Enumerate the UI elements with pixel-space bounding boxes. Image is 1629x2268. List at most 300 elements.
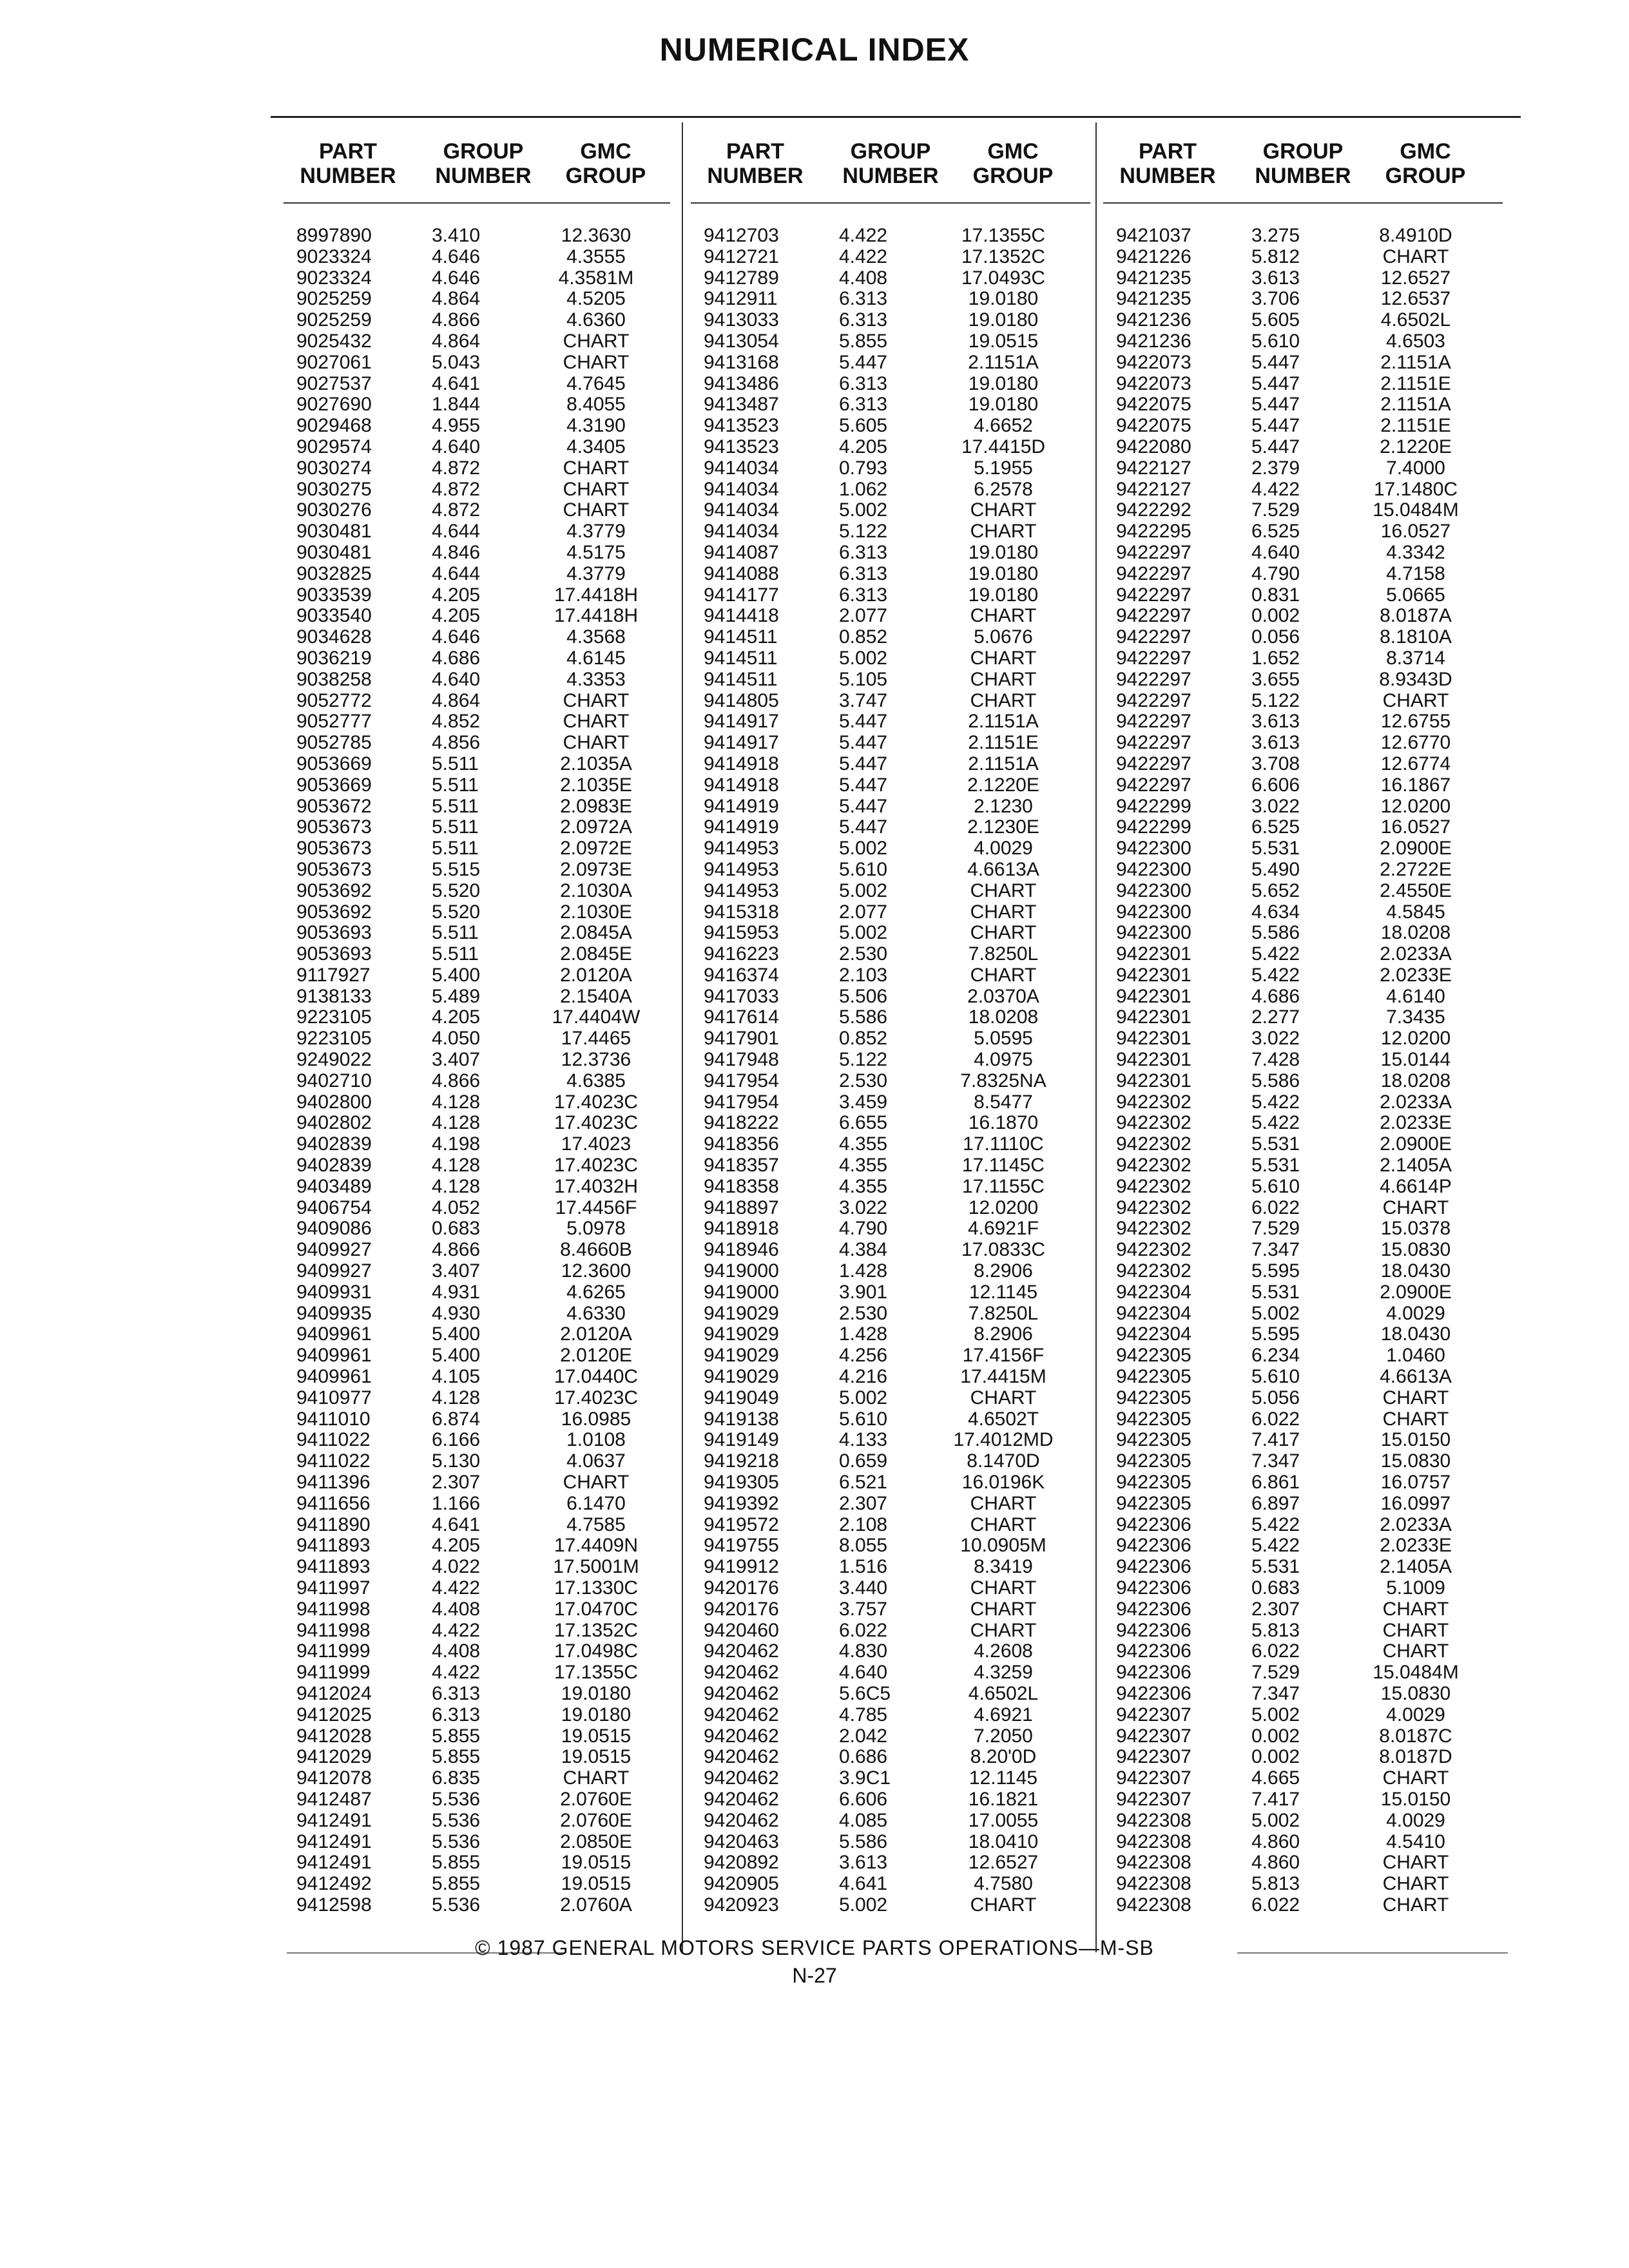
group-number-cell: 6.022	[1251, 1196, 1300, 1218]
gmc-group-cell: CHART	[563, 732, 630, 754]
gmc-group-cell: 4.6140	[1386, 985, 1445, 1007]
part-number-cell: 9412487	[296, 1788, 372, 1810]
group-number-cell: 0.852	[839, 1028, 888, 1050]
part-number-cell: 9053693	[296, 922, 372, 944]
table-row	[284, 1852, 670, 1874]
gmc-group-cell: 17.4415D	[961, 436, 1046, 457]
table-row	[691, 1641, 1090, 1662]
group-number-cell: 5.447	[839, 774, 888, 796]
group-number-cell: 6.606	[1251, 774, 1300, 796]
group-number-cell: 4.256	[839, 1345, 888, 1367]
table-row	[691, 1451, 1090, 1472]
table-row	[284, 1430, 670, 1451]
part-number-cell: 9414034	[704, 478, 779, 500]
gmc-group-cell: 19.0180	[561, 1704, 631, 1725]
table-row	[1103, 817, 1503, 838]
gmc-group-cell: 17.4415M	[960, 1366, 1046, 1388]
table-row	[1103, 1388, 1503, 1409]
gmc-group-cell: 2.0972E	[560, 838, 632, 860]
part-number-cell: 9422300	[1116, 922, 1191, 944]
table-row	[284, 331, 670, 352]
table-row	[1103, 1218, 1503, 1240]
group-number-cell: 4.133	[839, 1429, 888, 1451]
group-number-cell: 5.515	[432, 858, 481, 880]
part-number-cell: 9420923	[704, 1894, 779, 1916]
part-number-cell: 9422304	[1116, 1323, 1191, 1345]
gmc-group-cell: 17.1352C	[961, 245, 1046, 267]
part-number-cell: 9422306	[1116, 1514, 1191, 1535]
part-number-cell: 9422301	[1116, 1049, 1191, 1071]
gmc-group-cell: 1.0460	[1386, 1345, 1445, 1367]
gmc-group-cell: 17.4023	[561, 1133, 631, 1155]
table-row	[284, 1303, 670, 1325]
part-number-cell: 9413033	[704, 309, 779, 331]
table-row	[284, 1324, 670, 1345]
group-number-cell: 5.422	[1251, 1112, 1300, 1134]
page-title: NUMERICAL INDEX	[659, 32, 970, 68]
gmc-group-cell: 4.6145	[566, 647, 626, 669]
table-row	[691, 479, 1090, 501]
table-row	[691, 585, 1090, 606]
group-number-cell: 1.652	[1251, 647, 1300, 669]
gmc-group-cell: 15.0150	[1380, 1429, 1451, 1451]
gmc-group-cell: 4.0029	[974, 838, 1033, 860]
part-number-cell: 9418222	[704, 1112, 779, 1134]
table-row	[691, 986, 1090, 1008]
table-row	[1103, 1705, 1503, 1726]
part-number-cell: 9422299	[1116, 795, 1191, 817]
gmc-group-cell: 19.0180	[968, 288, 1039, 310]
part-number-cell: 9419000	[704, 1260, 779, 1282]
gmc-group-cell: 4.3190	[566, 415, 626, 437]
gmc-group-cell: 17.4409N	[554, 1535, 639, 1557]
gmc-group-cell: 8.0187D	[1379, 1746, 1452, 1768]
gmc-group-header: GMC GROUP	[565, 139, 646, 188]
gmc-group-cell: 5.0595	[974, 1028, 1033, 1050]
group-number-cell: 4.860	[1251, 1831, 1300, 1852]
table-row	[284, 1134, 670, 1155]
gmc-group-cell: 2.1405A	[1380, 1155, 1452, 1177]
part-number-cell: 9422302	[1116, 1112, 1191, 1134]
group-number-cell: 6.313	[839, 562, 888, 584]
part-number-cell: 9038258	[296, 668, 372, 690]
table-row	[1103, 1261, 1503, 1282]
group-number-cell: 7.529	[1251, 1218, 1300, 1240]
part-number-cell: 9422297	[1116, 732, 1191, 754]
part-number-cell: 9409927	[296, 1260, 372, 1282]
group-number-cell: 5.506	[839, 985, 888, 1007]
gmc-group-cell: 7.8325NA	[960, 1070, 1046, 1091]
table-row	[284, 1071, 670, 1092]
part-number-cell: 9403489	[296, 1175, 372, 1197]
table-row	[1103, 374, 1503, 395]
gmc-group-cell: 2.0233E	[1380, 1535, 1452, 1557]
gmc-group-cell: 17.1145C	[962, 1155, 1045, 1177]
gmc-group-cell: CHART	[970, 689, 1037, 711]
group-number-cell: 6.874	[432, 1408, 481, 1430]
gmc-group-cell: 17.4404W	[552, 1006, 641, 1028]
part-number-cell: 9422301	[1116, 985, 1191, 1007]
table-row	[1103, 1198, 1503, 1219]
table-row	[1103, 648, 1503, 669]
group-number-cell: 0.852	[839, 626, 888, 648]
part-number-cell: 9406754	[296, 1196, 372, 1218]
part-number-header: PART NUMBER	[707, 139, 804, 188]
table-row	[1103, 1557, 1503, 1578]
part-number-cell: 9027690	[296, 394, 372, 416]
part-number-cell: 9420460	[704, 1619, 779, 1641]
gmc-group-cell: 4.6652	[974, 415, 1033, 437]
group-number-cell: 5.855	[432, 1746, 481, 1768]
part-number-cell: 9414418	[704, 605, 779, 627]
part-number-cell: 9422300	[1116, 879, 1191, 901]
part-number-cell: 9027061	[296, 351, 372, 373]
part-number-cell: 9418356	[704, 1133, 779, 1155]
group-number-cell: 4.931	[432, 1281, 481, 1303]
gmc-group-cell: 12.6755	[1380, 711, 1451, 733]
group-number-cell: 4.866	[432, 1239, 481, 1261]
gmc-group-cell: 16.1821	[968, 1788, 1039, 1810]
table-row	[691, 331, 1090, 352]
group-number-cell: 0.683	[432, 1218, 481, 1240]
part-number-cell: 9420462	[704, 1682, 779, 1704]
gmc-group-cell: 6.1470	[566, 1492, 626, 1514]
part-number-cell: 9418897	[704, 1196, 779, 1218]
part-number-cell: 9411396	[296, 1472, 371, 1494]
part-number-cell: 9422307	[1116, 1767, 1191, 1789]
gmc-group-cell: CHART	[563, 478, 630, 500]
part-number-cell: 9419305	[704, 1472, 779, 1494]
table-row	[1103, 733, 1503, 754]
group-number-cell: 6.313	[839, 288, 888, 310]
table-row	[284, 733, 670, 754]
group-number-cell: 1.062	[839, 478, 888, 500]
gmc-group-cell: 16.0985	[561, 1408, 631, 1430]
gmc-group-cell: 17.0055	[968, 1809, 1039, 1831]
group-number-cell: 3.407	[432, 1260, 481, 1282]
group-number-cell: 5.610	[1251, 1366, 1300, 1388]
gmc-group-cell: CHART	[1382, 1196, 1449, 1218]
table-row	[691, 1155, 1090, 1177]
gmc-group-cell: 19.0180	[968, 584, 1039, 606]
part-number-cell: 9409961	[296, 1366, 372, 1388]
group-number-cell: 4.205	[432, 584, 481, 606]
group-number-cell: 4.205	[839, 436, 888, 457]
group-number-cell: 2.077	[839, 901, 888, 923]
part-number-cell: 9422301	[1116, 1070, 1191, 1091]
gmc-group-cell: CHART	[970, 1577, 1037, 1599]
group-number-cell: 4.644	[432, 521, 481, 543]
part-number-cell: 9422304	[1116, 1281, 1191, 1303]
gmc-group-cell: 7.8250L	[968, 943, 1039, 965]
column-header	[1103, 116, 1503, 204]
group-number-cell: 6.835	[432, 1767, 481, 1789]
part-number-cell: 9418358	[704, 1175, 779, 1197]
part-number-cell: 9422297	[1116, 711, 1191, 733]
group-number-cell: 6.606	[839, 1788, 888, 1810]
table-row	[1103, 268, 1503, 289]
index-rows	[1103, 204, 1503, 1916]
group-number-cell: 4.640	[1251, 541, 1300, 563]
group-number-cell: 7.529	[1251, 1662, 1300, 1684]
gmc-group-cell: 2.0900E	[1380, 838, 1452, 860]
group-number-cell: 4.866	[432, 309, 481, 331]
table-row	[691, 711, 1090, 733]
column-header	[691, 116, 1090, 204]
part-number-cell: 9412911	[704, 288, 778, 310]
gmc-group-cell: 2.0973E	[560, 858, 632, 880]
gmc-group-cell: CHART	[563, 457, 630, 479]
table-row	[1103, 416, 1503, 437]
group-number-cell: 5.002	[1251, 1302, 1300, 1324]
table-row	[691, 1789, 1090, 1811]
part-number-cell: 9422305	[1116, 1492, 1191, 1514]
part-number-cell: 9420462	[704, 1767, 779, 1789]
table-row	[691, 1177, 1090, 1198]
group-number-cell: 4.665	[1251, 1767, 1300, 1789]
table-row	[284, 1535, 670, 1557]
part-number-cell: 9053673	[296, 838, 372, 860]
part-number-cell: 9422305	[1116, 1472, 1191, 1494]
group-number-cell: 6.166	[432, 1429, 481, 1451]
gmc-group-cell: 17.4023C	[554, 1155, 639, 1177]
table-row	[284, 881, 670, 902]
part-number-cell: 9421235	[1116, 288, 1191, 310]
group-number-cell: 5.511	[432, 795, 479, 817]
group-number-cell: 4.128	[432, 1112, 481, 1134]
table-row	[691, 1113, 1090, 1134]
part-number-cell: 9402839	[296, 1133, 372, 1155]
group-number-cell: 5.122	[1251, 689, 1300, 711]
group-number-cell: 5.490	[1251, 858, 1300, 880]
part-number-cell: 9422075	[1116, 394, 1191, 416]
gmc-group-cell: 4.0975	[974, 1049, 1033, 1071]
part-number-cell: 9422297	[1116, 541, 1191, 563]
part-number-cell: 9414034	[704, 457, 779, 479]
gmc-group-cell: 12.0200	[1380, 795, 1451, 817]
part-number-cell: 9030275	[296, 478, 372, 500]
group-number-cell: 5.531	[1251, 1556, 1300, 1578]
gmc-group-cell: CHART	[563, 351, 630, 373]
gmc-group-cell: 17.4156F	[962, 1345, 1045, 1367]
group-number-cell: 3.706	[1251, 288, 1300, 310]
gmc-group-cell: CHART	[1382, 1894, 1449, 1916]
gmc-group-cell: CHART	[970, 521, 1037, 543]
table-row	[691, 1071, 1090, 1092]
table-row	[1103, 1282, 1503, 1303]
table-row	[284, 1811, 670, 1832]
table-row	[691, 521, 1090, 543]
table-row	[691, 1832, 1090, 1853]
part-number-cell: 9422307	[1116, 1788, 1191, 1810]
gmc-group-cell: 12.6527	[968, 1852, 1039, 1874]
table-row	[284, 648, 670, 669]
part-number-header: PART NUMBER	[1119, 139, 1216, 188]
part-number-cell: 9422297	[1116, 626, 1191, 648]
group-number-cell: 5.586	[839, 1006, 888, 1028]
gmc-group-cell: CHART	[1382, 1598, 1449, 1620]
group-number-cell: 4.790	[1251, 562, 1300, 584]
table-row	[1103, 1852, 1503, 1874]
group-number-cell: 4.640	[432, 668, 481, 690]
group-number-cell: 5.002	[839, 499, 888, 521]
part-number-cell: 9421235	[1116, 267, 1191, 289]
group-number-cell: 6.313	[839, 584, 888, 606]
table-row	[284, 860, 670, 881]
part-number-cell: 9422308	[1116, 1873, 1191, 1895]
part-number-cell: 9417954	[704, 1091, 779, 1113]
table-row	[1103, 1071, 1503, 1092]
part-number-cell: 9418946	[704, 1239, 779, 1261]
table-row	[691, 1599, 1090, 1620]
gmc-group-cell: CHART	[970, 901, 1037, 923]
part-number-cell: 9409927	[296, 1239, 372, 1261]
table-row	[1103, 1535, 1503, 1557]
part-number-cell: 9412029	[296, 1746, 372, 1768]
part-number-cell: 9417033	[704, 985, 779, 1007]
group-number-cell: 6.022	[1251, 1408, 1300, 1430]
group-number-cell: 6.234	[1251, 1345, 1300, 1367]
gmc-group-cell: 4.5175	[566, 541, 626, 563]
gmc-group-cell: 2.1151A	[968, 711, 1039, 733]
table-row	[1103, 881, 1503, 902]
part-number-cell: 9413523	[704, 436, 779, 457]
part-number-cell: 9422080	[1116, 436, 1191, 457]
table-row	[691, 944, 1090, 965]
group-number-cell: 4.641	[432, 372, 481, 394]
group-number-cell: 5.511	[432, 943, 479, 965]
part-number-cell: 9422305	[1116, 1366, 1191, 1388]
part-number-cell: 9422308	[1116, 1831, 1191, 1852]
group-number-cell: 4.128	[432, 1387, 481, 1408]
group-number-cell: 5.422	[1251, 1091, 1300, 1113]
group-number-cell: 4.785	[839, 1704, 888, 1725]
group-number-cell: 5.447	[839, 816, 888, 838]
part-number-cell: 9419000	[704, 1281, 779, 1303]
group-number-cell: 4.830	[839, 1640, 888, 1662]
part-number-cell: 9419049	[704, 1387, 779, 1408]
group-number-cell: 7.417	[1251, 1429, 1300, 1451]
gmc-group-cell: 18.0208	[1380, 1070, 1451, 1091]
part-number-cell: 9419138	[704, 1408, 779, 1430]
gmc-group-cell: 8.0187C	[1379, 1725, 1452, 1747]
part-number-cell: 9422307	[1116, 1704, 1191, 1725]
table-row	[284, 1240, 670, 1261]
gmc-group-cell: 8.3419	[974, 1556, 1033, 1578]
table-row	[1103, 1345, 1503, 1367]
group-number-cell: 5.422	[1251, 964, 1300, 986]
part-number-cell: 9422302	[1116, 1155, 1191, 1177]
table-row	[691, 1134, 1090, 1155]
table-row	[1103, 965, 1503, 986]
group-number-cell: 2.307	[1251, 1598, 1300, 1620]
gmc-group-cell: 17.1330C	[554, 1577, 639, 1599]
part-number-cell: 9402839	[296, 1155, 372, 1177]
part-number-cell: 9411893	[296, 1535, 371, 1557]
gmc-group-cell: 4.7585	[566, 1514, 626, 1535]
group-number-cell: 0.002	[1251, 605, 1300, 627]
gmc-group-cell: 17.1110C	[963, 1133, 1044, 1155]
table-row	[691, 1726, 1090, 1747]
part-number-cell: 9412491	[296, 1831, 372, 1852]
group-number-cell: 6.313	[432, 1704, 481, 1725]
part-number-cell: 9422307	[1116, 1746, 1191, 1768]
gmc-group-cell: 12.3600	[561, 1260, 631, 1282]
gmc-group-cell: 4.7645	[566, 372, 626, 394]
table-row	[284, 352, 670, 374]
table-row	[691, 669, 1090, 691]
group-number-cell: 5.422	[1251, 943, 1300, 965]
table-row	[284, 986, 670, 1008]
part-number-cell: 9413054	[704, 330, 779, 352]
gmc-group-cell: 4.6921	[974, 1704, 1033, 1725]
group-number-cell: 6.313	[839, 309, 888, 331]
group-number-cell: 4.384	[839, 1239, 888, 1261]
table-row	[284, 1218, 670, 1240]
gmc-group-cell: 2.0900E	[1380, 1281, 1452, 1303]
part-number-cell: 9411999	[296, 1640, 371, 1662]
part-number-cell: 9422301	[1116, 943, 1191, 965]
gmc-group-cell: 2.1035E	[560, 774, 632, 796]
table-row	[1103, 479, 1503, 501]
group-number-cell: 1.166	[432, 1492, 481, 1514]
group-number-cell: 3.275	[1251, 225, 1300, 246]
part-number-cell: 9029574	[296, 436, 372, 457]
gmc-group-cell: 2.0370A	[967, 985, 1039, 1007]
table-row	[284, 775, 670, 796]
part-number-cell: 9023324	[296, 267, 372, 289]
table-row	[691, 627, 1090, 648]
table-row	[284, 1198, 670, 1219]
table-row	[284, 1726, 670, 1747]
group-number-cell: 3.022	[1251, 1028, 1300, 1050]
group-number-cell: 6.022	[1251, 1894, 1300, 1916]
group-number-cell: 5.400	[432, 1323, 481, 1345]
group-number-cell: 5.855	[432, 1873, 481, 1895]
table-row	[691, 268, 1090, 289]
part-number-cell: 9413523	[704, 415, 779, 437]
table-row	[691, 543, 1090, 564]
table-row	[284, 1515, 670, 1536]
part-number-cell: 9414177	[704, 584, 779, 606]
part-number-cell: 9027537	[296, 372, 372, 394]
table-row	[284, 1007, 670, 1028]
table-row	[691, 1345, 1090, 1367]
part-number-cell: 9420462	[704, 1640, 779, 1662]
group-number-cell: 5.536	[432, 1894, 481, 1916]
group-number-cell: 4.422	[432, 1619, 481, 1641]
group-number-cell: 2.530	[839, 943, 888, 965]
table-row	[1103, 289, 1503, 310]
group-number-cell: 5.447	[839, 351, 888, 373]
gmc-group-cell: 8.9343D	[1379, 668, 1452, 690]
part-number-cell: 9025432	[296, 330, 372, 352]
table-row	[1103, 669, 1503, 691]
group-number-cell: 4.872	[432, 478, 481, 500]
group-number-cell: 6.861	[1251, 1472, 1300, 1494]
part-number-cell: 9409935	[296, 1302, 372, 1324]
table-row	[284, 944, 670, 965]
part-number-cell: 9053692	[296, 901, 372, 923]
group-number-cell: 5.002	[839, 922, 888, 944]
table-row	[284, 416, 670, 437]
table-row	[1103, 1789, 1503, 1811]
gmc-group-cell: 7.3435	[1386, 1006, 1445, 1028]
group-number-cell: 2.077	[839, 605, 888, 627]
table-row	[1103, 711, 1503, 733]
gmc-group-cell: CHART	[970, 1514, 1037, 1535]
part-number-cell: 9416223	[704, 943, 779, 965]
